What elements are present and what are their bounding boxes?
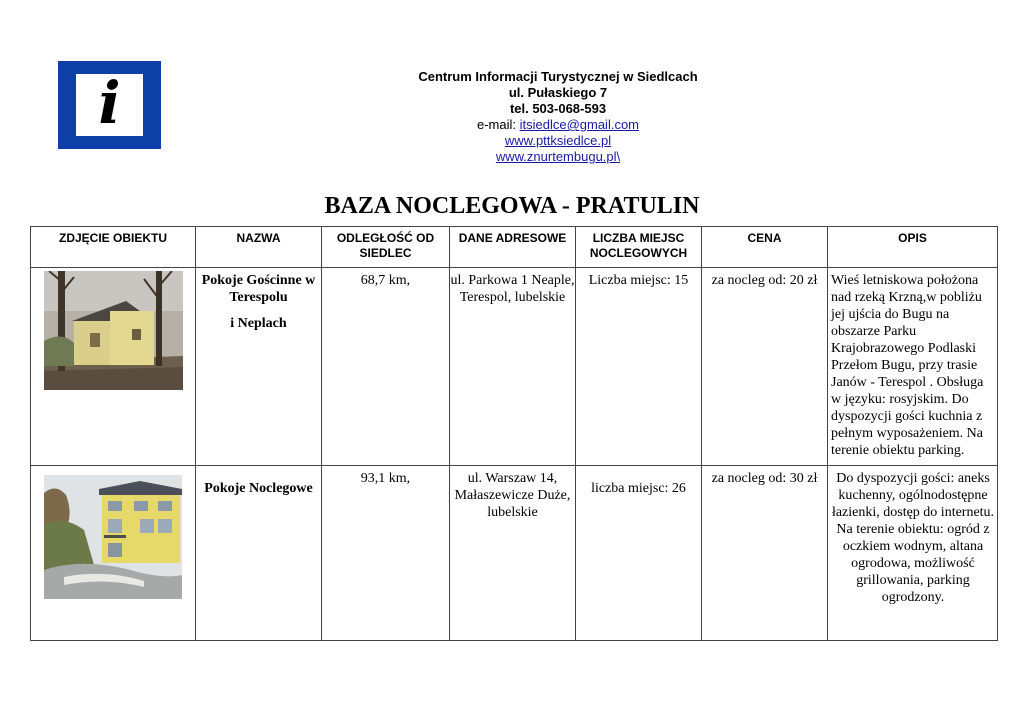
address-cell: ul. Warszaw 14, Małaszewicze Duże, lubelskie	[450, 466, 576, 641]
org-phone: tel. 503-068-593	[509, 101, 607, 116]
description-cell: Do dyspozycji gości: aneks kuchenny, ogólnodostępne łazienki, dostęp do internetu. Na terenie obiektu: ogród z oczkiem wodnym, altana ogrodowa, możliwość grillowania, parking ogrodzony.	[828, 466, 998, 641]
table-header-row	[31, 227, 998, 268]
photo-cell	[31, 268, 196, 466]
col-header-photo: ZDJĘCIE OBIEKTU	[31, 227, 196, 268]
col-header-places: LICZBA MIEJSC NOCLEGOWYCH	[576, 227, 702, 268]
col-header-address: DANE ADRESOWE	[450, 227, 576, 268]
property-photo-malaszewicze	[44, 475, 182, 599]
email-label: e-mail:	[476, 117, 520, 132]
website-link-pttk[interactable]: www.pttksiedlce.pl	[504, 133, 612, 148]
description-cell: Wieś letniskowa położona nad rzeką Krzną,w pobliżu jej ujścia do Bugu na obszarze Parku Krajobrazowego Podlaski Przełom Bugu, przy trasie Janów - Terespol . Obsługa w języku: rosyjskim. Do dyspozycji gości kuchnia z pełnym wyposażeniem. Na terenie obiektu parking.	[828, 268, 998, 466]
photo-cell	[31, 466, 196, 641]
name-cell	[196, 466, 322, 641]
distance-cell: 93,1 km,	[322, 466, 450, 641]
col-header-description: OPIS	[828, 227, 998, 268]
lodging-table	[30, 226, 998, 641]
website-link-znurtembugu[interactable]: www.znurtembugu.pl\	[495, 149, 621, 164]
property-photo-terespol	[44, 271, 183, 390]
distance-cell: 68,7 km,	[322, 268, 450, 466]
price-cell: za nocleg od: 20 zł	[702, 268, 828, 466]
org-street: ul. Pułaskiego 7	[508, 85, 608, 100]
table-row	[31, 268, 998, 466]
col-header-distance: ODLEGŁOŚĆ OD SIEDLEC	[322, 227, 450, 268]
table-row	[31, 466, 998, 641]
property-name: Pokoje Noclegowe	[204, 481, 313, 496]
page-title: BAZA NOCLEGOWA - PRATULIN	[324, 193, 700, 219]
property-name: Pokoje Gościnne w Terespolu	[201, 273, 316, 305]
tourist-info-logo	[58, 61, 161, 149]
col-header-name: NAZWA	[196, 227, 322, 268]
info-icon	[76, 69, 143, 137]
property-name-extra: i Neplach	[230, 316, 287, 331]
org-email-line	[350, 117, 766, 133]
contact-header	[350, 69, 766, 165]
name-cell	[196, 268, 322, 466]
address-cell: ul. Parkowa 1 Neaple, Terespol, lubelskie	[450, 268, 576, 466]
col-header-price: CENA	[702, 227, 828, 268]
info-glyph: i	[98, 69, 121, 137]
org-name: Centrum Informacji Turystycznej w Siedlcach	[418, 69, 698, 84]
places-cell: liczba miejsc: 26	[576, 466, 702, 641]
email-link[interactable]: itsiedlce@gmail.com	[519, 117, 640, 132]
places-cell: Liczba miejsc: 15	[576, 268, 702, 466]
price-cell: za nocleg od: 30 zł	[702, 466, 828, 641]
